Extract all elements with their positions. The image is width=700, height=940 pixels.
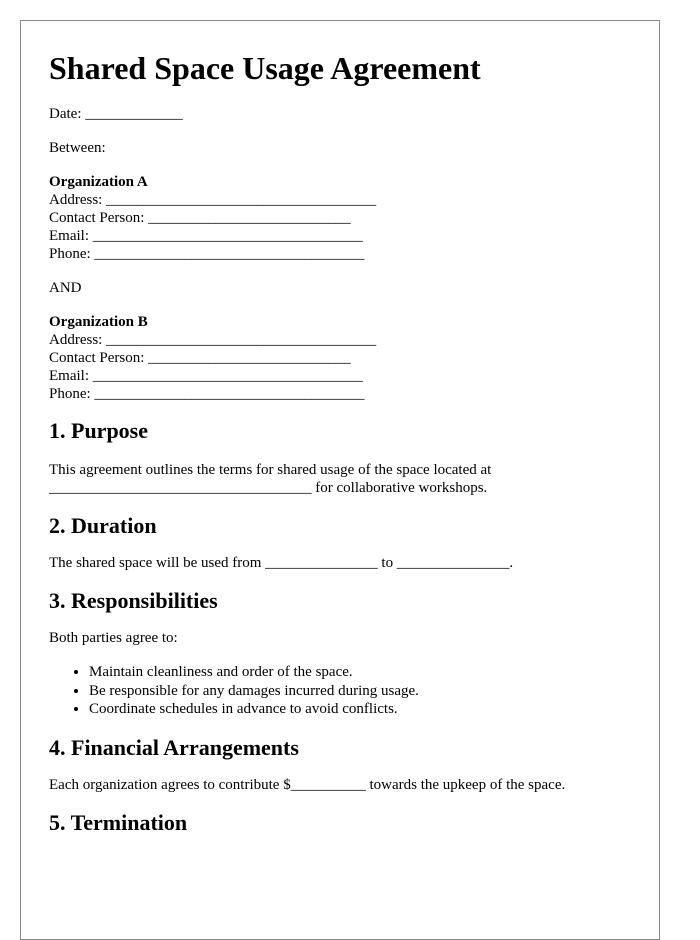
and-label: AND: [49, 280, 82, 296]
organization-a-block: [49, 173, 639, 263]
responsibilities-list: [49, 663, 639, 719]
purpose-line-1: This agreement outlines the terms for shared usage of the space located at: [49, 462, 492, 478]
organization-b-email: Email: ____________________________________: [49, 368, 363, 384]
duration-heading: 2. Duration: [49, 513, 157, 538]
responsibilities-intro: Both parties agree to:: [49, 630, 178, 646]
organization-a-address: Address: ____________________________________: [49, 192, 377, 208]
organization-a-name: Organization A: [49, 174, 148, 190]
organization-a-email: Email: ____________________________________: [49, 228, 363, 244]
date-field: Date: _____________: [49, 106, 183, 122]
list-item: • Coordinate schedules in advance to avoid conflicts.: [89, 700, 639, 719]
purpose-heading: 1. Purpose: [49, 418, 148, 443]
purpose-line-2: ___________________________________ for collaborative workshops.: [49, 480, 488, 496]
responsibilities-heading: 3. Responsibilities: [49, 588, 218, 613]
document-title: Shared Space Usage Agreement: [49, 50, 481, 86]
document-content: [49, 21, 639, 837]
list-item: • Maintain cleanliness and order of the space.: [89, 663, 639, 682]
termination-heading: 5. Termination: [49, 809, 188, 835]
organization-b-address: Address: ____________________________________: [49, 332, 377, 348]
organization-b-name: Organization B: [49, 314, 148, 330]
purpose-paragraph: [49, 461, 639, 497]
duration-paragraph: The shared space will be used from _______________ to _______________.: [49, 555, 514, 571]
organization-b-block: [49, 313, 639, 403]
between-label: Between:: [49, 140, 106, 156]
financial-paragraph: Each organization agrees to contribute $__________ towards the upkeep of the space.: [49, 776, 566, 793]
organization-b-phone: Phone: ____________________________________: [49, 386, 365, 402]
document-page: [20, 20, 660, 940]
list-item: • Be responsible for any damages incurred during usage.: [89, 682, 639, 701]
organization-a-phone: Phone: ____________________________________: [49, 246, 365, 262]
organization-b-contact: Contact Person: ___________________________: [49, 350, 351, 366]
organization-a-contact: Contact Person: ___________________________: [49, 210, 351, 226]
financial-heading: 4. Financial Arrangements: [49, 734, 299, 760]
